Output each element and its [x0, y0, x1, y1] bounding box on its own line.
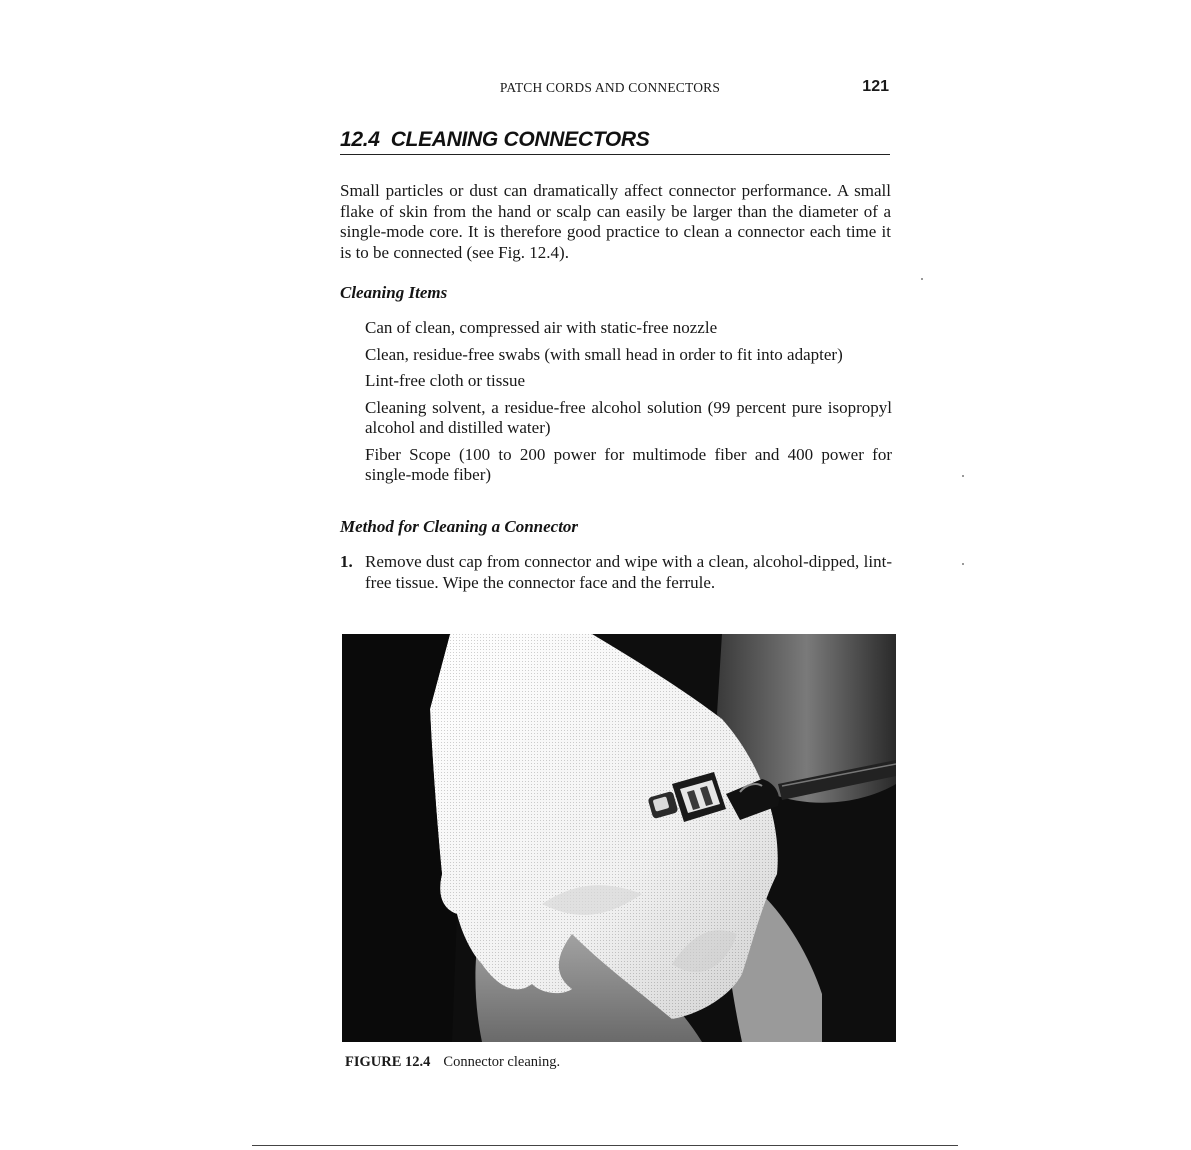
scan-speck	[962, 563, 964, 565]
cleaning-items-heading: Cleaning Items	[340, 283, 448, 302]
intro-paragraph: Small particles or dust can dramatically affect connector performance. A small flake of skin from the hand or scalp can easily be larger than the diameter of a single-mode core. It is therefore good practice to clean a connector each time it is to be connected (see Fig. 12.4).	[340, 181, 891, 262]
section-heading	[340, 128, 890, 155]
figure-caption-text: Connector cleaning.	[443, 1054, 561, 1070]
scan-speck	[962, 475, 964, 477]
running-head-title: PATCH CORDS AND CONNECTORS	[499, 80, 721, 95]
cleaning-items-list	[365, 318, 892, 492]
scan-speck	[921, 278, 923, 280]
figure-photo	[342, 634, 896, 1042]
method-step	[340, 552, 892, 593]
running-head	[340, 80, 891, 100]
section-number: 12.4	[340, 128, 380, 151]
step-number: 1.	[340, 552, 353, 571]
figure-caption	[345, 1054, 560, 1071]
section-title: CLEANING CONNECTORS	[390, 128, 650, 151]
method-heading: Method for Cleaning a Connector	[340, 517, 579, 536]
page-number: 121	[862, 78, 889, 95]
list-item: Clean, residue-free swabs (with small head in order to fit into adapter)	[365, 344, 843, 364]
connector-cleaning-photo	[342, 634, 896, 1042]
list-item: Lint-free cloth or tissue	[365, 371, 526, 390]
list-item: Can of clean, compressed air with static-free nozzle	[365, 318, 718, 337]
bottom-rule	[252, 1145, 958, 1146]
figure-label: FIGURE 12.4	[345, 1054, 431, 1070]
step-text: Remove dust cap from connector and wipe with a clean, alcohol-dipped, lint-free tissue. Wipe the connector face and the ferrule.	[365, 552, 892, 592]
list-item: Cleaning solvent, a residue-free alcohol solution (99 percent pure isopropyl alcohol and distilled water)	[365, 397, 892, 437]
list-item: Fiber Scope (100 to 200 power for multimode fiber and 400 power for single-mode fiber)	[365, 444, 892, 484]
